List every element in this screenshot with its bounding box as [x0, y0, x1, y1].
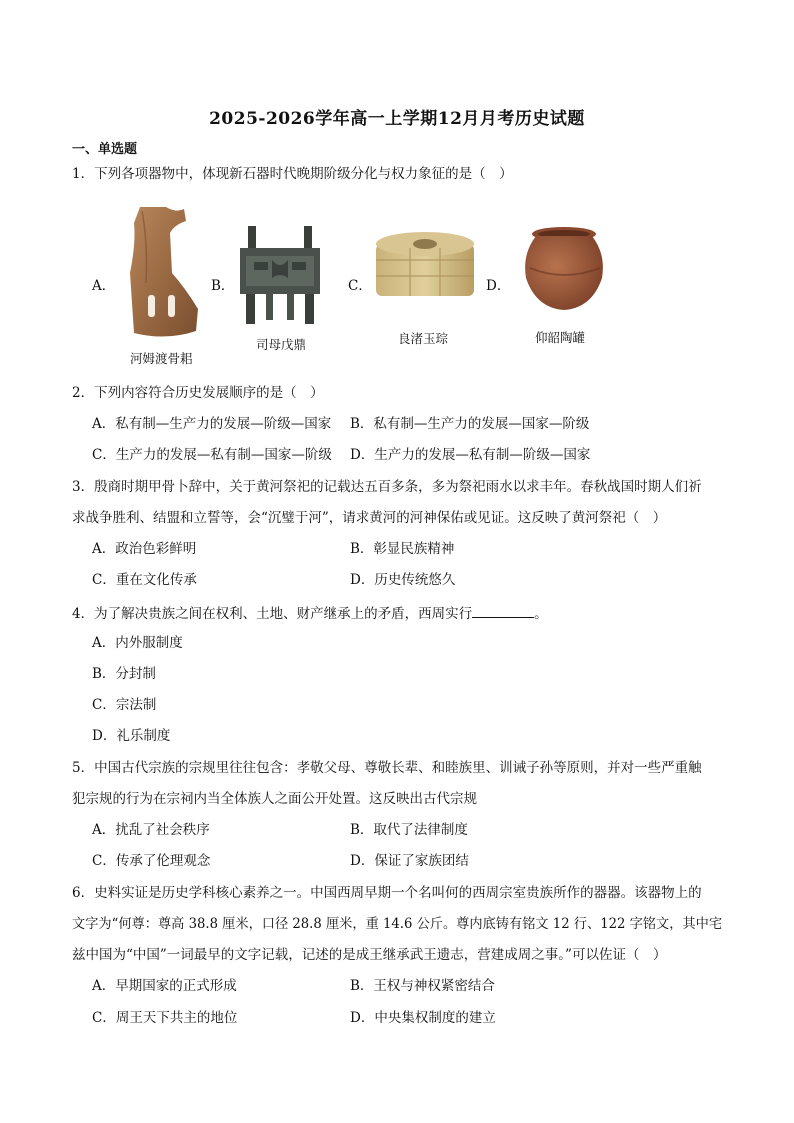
q5-option-a[interactable]: A．扰乱了社会秩序 [92, 822, 210, 838]
q3-option-a[interactable]: A．政治色彩鲜明 [92, 541, 197, 557]
q6-stem-line2: 文字为“何尊：尊高 38.8 厘米，口径 28.8 厘米，重 14.6 公斤。尊内底铸有铭文 12 行、122 字铭文，其中宅 [72, 916, 723, 932]
q4-stem-end: 。 [534, 606, 548, 622]
q1-caption-d: 仰韶陶罐 [535, 330, 586, 345]
q2-option-c[interactable]: C．生产力的发展—私有制—国家—阶级 [92, 447, 332, 463]
q4-option-a[interactable]: A．内外服制度 [92, 635, 183, 651]
jade-cong-image [370, 230, 480, 300]
page-title: 2025-2026学年高一上学期12月月考历史试题 [209, 109, 585, 129]
q1-option-c-label: C． [348, 278, 372, 294]
q2-option-d[interactable]: D．生产力的发展—私有制—阶级—国家 [350, 447, 591, 463]
q1-stem: 1．下列各项器物中，体现新石器时代晚期阶级分化与权力象征的是（ ） [72, 166, 513, 182]
q5-stem-line2: 犯宗规的行为在宗祠内当全体族人之面公开处置。这反映出古代宗规 [72, 791, 477, 807]
q4-answer-blank[interactable] [472, 603, 534, 618]
pottery-jar-image [516, 224, 612, 314]
q3-stem-line2: 求战争胜利、结盟和立誓等，会“沉璧于河”，请求黄河的河神保佑或见证。这反映了黄河祭祀（ ） [72, 510, 667, 526]
q1-option-a-label: A． [92, 278, 116, 294]
q1-option-d-label: D． [486, 278, 511, 294]
q6-option-a[interactable]: A．早期国家的正式形成 [92, 978, 237, 994]
q6-option-c[interactable]: C．周王天下共主的地位 [92, 1010, 238, 1026]
q1-option-b-label: B． [211, 278, 235, 294]
q4-option-d[interactable]: D．礼乐制度 [92, 728, 171, 744]
q6-option-d[interactable]: D．中央集权制度的建立 [350, 1010, 496, 1026]
q1-caption-b: 司母戊鼎 [256, 337, 307, 352]
q4-stem [72, 603, 548, 623]
section-heading: 一、单选题 [72, 142, 138, 157]
q3-stem-line1: 3．殷商时期甲骨卜辞中，关于黄河祭祀的记载达五百多条，多为祭祀雨水以求丰年。春秋战国时期人们祈 [72, 479, 702, 495]
q6-stem-line3: 兹中国为“中国”一词最早的文字记载，记述的是成王继承武王遗志，营建成周之事。”可以佐证（ ） [72, 947, 667, 963]
q3-option-c[interactable]: C．重在文化传承 [92, 572, 197, 588]
q4-option-c[interactable]: C．宗法制 [92, 697, 157, 713]
q6-option-b[interactable]: B．王权与神权紧密结合 [350, 978, 495, 994]
q1-caption-a: 河姆渡骨耜 [130, 351, 193, 366]
ding-vessel-image [234, 222, 326, 328]
q5-option-b[interactable]: B．取代了法律制度 [350, 822, 468, 838]
q1-caption-c: 良渚玉琮 [398, 331, 449, 346]
q3-option-b[interactable]: B．彰显民族精神 [350, 541, 455, 557]
q5-option-d[interactable]: D．保证了家族团结 [350, 853, 469, 869]
q4-stem-text: 4．为了解决贵族之间在权利、土地、财产继承上的矛盾，西周实行 [72, 606, 473, 622]
q3-option-d[interactable]: D．历史传统悠久 [350, 572, 456, 588]
q4-option-b[interactable]: B．分封制 [92, 666, 156, 682]
q5-stem-line1: 5．中国古代宗族的宗规里往往包含：孝敬父母、尊敬长辈、和睦族里、训诫子孙等原则，并对一些严重触 [72, 760, 702, 776]
q2-option-a[interactable]: A．私有制—生产力的发展—阶级—国家 [92, 416, 332, 432]
bone-spade-image [126, 203, 202, 343]
q2-stem: 2．下列内容符合历史发展顺序的是（ ） [72, 385, 324, 401]
q2-option-b[interactable]: B．私有制—生产力的发展—国家—阶级 [350, 416, 590, 432]
q5-option-c[interactable]: C．传承了伦理观念 [92, 853, 211, 869]
q6-stem-line1: 6．史料实证是历史学科核心素养之一。中国西周早期一个名叫何的西周宗室贵族所作的器器。该器物上的 [72, 885, 702, 901]
